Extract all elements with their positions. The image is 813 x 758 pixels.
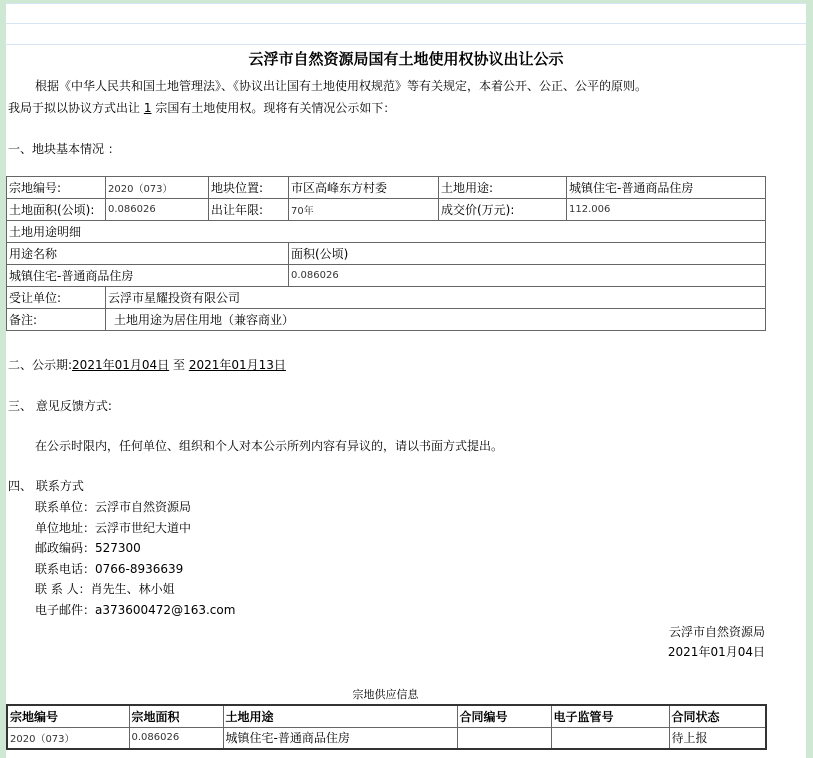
grantee: 云浮市星耀投资有限公司 [106,287,766,309]
section-1-heading: 一、地块基本情况 ： [8,142,120,156]
cell: 0.086026 [129,727,223,749]
section-4-heading: 四、 联系方式 [8,479,84,493]
label: 土地用途明细 [7,221,766,243]
cell: 城镇住宅-普通商品住房 [223,727,457,749]
header-cell: 宗地面积 [129,705,223,727]
label: 受让单位: [7,287,106,309]
label: 面积(公顷) [289,243,766,265]
header-cell: 宗地编号 [7,705,129,727]
parcel-area: 0.086026 [106,199,209,221]
supply-table [6,704,767,750]
section-3-heading: 三、 意见反馈方式: [8,399,112,413]
table-header-row [7,705,766,727]
period-start: 2021年01月04日 [72,358,170,372]
page-title: 云浮市自然资源局国有土地使用权协议出让公示 [248,50,564,68]
label: 备注: [7,309,106,331]
cell [457,727,551,749]
parcel-use: 城镇住宅-普通商品住房 [567,177,766,199]
table-row [7,177,766,199]
parcel-term: 70年 [289,199,439,221]
section-2: 二、公示期:2021年01月04日 至 2021年01月13日 [8,358,286,372]
contact-phone: 联系电话：0766-8936639 [35,561,184,576]
period-end: 2021年01月13日 [188,358,286,372]
table-row [7,221,766,243]
parcel-count: 1 [143,101,152,115]
header-cell: 合同状态 [669,705,766,727]
cell: 2020（073） [7,727,129,749]
table-row [7,287,766,309]
contact-list [35,497,235,620]
table-row [7,265,766,287]
contact-address: 单位地址：云浮市世纪大道中 [35,520,192,535]
parcel-location: 市区高峰东方村委 [289,177,439,199]
label: 土地用途: [439,177,567,199]
use-area: 0.086026 [289,265,766,287]
header-cell: 电子监管号 [551,705,669,727]
header-cell: 合同编号 [457,705,551,727]
table-row [7,727,766,749]
use-name: 城镇住宅-普通商品住房 [7,265,289,287]
label: 土地面积(公顷): [7,199,106,221]
label: 成交价(万元): [439,199,567,221]
intro-line-1: 根据《中华人民共和国土地管理法》、《协议出让国有土地使用权规范》等有关规定，本着公开、公正、公平的原则。 [35,79,648,93]
table-row [7,309,766,331]
signature-date: 2021年01月04日 [667,645,765,659]
cell: 待上报 [669,727,766,749]
label: 用途名称 [7,243,289,265]
contact-person: 联 系 人：肖先生、林小姐 [35,582,175,596]
label: 出让年限: [209,199,289,221]
feedback-text: 在公示时限内，任何单位、组织和个人对本公示所列内容有异议的，请以书面方式提出。 [35,439,504,453]
intro-line-2: 我局于拟以协议方式出让 1 宗国有土地使用权。现将有关情况公示如下： [8,101,396,115]
label: 地块位置: [209,177,289,199]
contact-email: 电子邮件：a373600472@163.com [35,602,236,617]
cell [551,727,669,749]
supply-caption: 宗地供应信息 [352,688,419,701]
label: 宗地编号: [7,177,106,199]
parcel-price: 112.006 [567,199,766,221]
contact-unit: 联系单位：云浮市自然资源局 [35,500,192,514]
remark: 土地用途为居住用地（兼容商业） [106,309,766,331]
table-row [7,243,766,265]
contact-postcode: 邮政编码：527300 [35,541,141,555]
signature-org: 云浮市自然资源局 [668,625,765,639]
parcel-id: 2020（073） [106,177,209,199]
table-row [7,199,766,221]
header-cell: 土地用途 [223,705,457,727]
parcel-info-table [6,176,766,331]
